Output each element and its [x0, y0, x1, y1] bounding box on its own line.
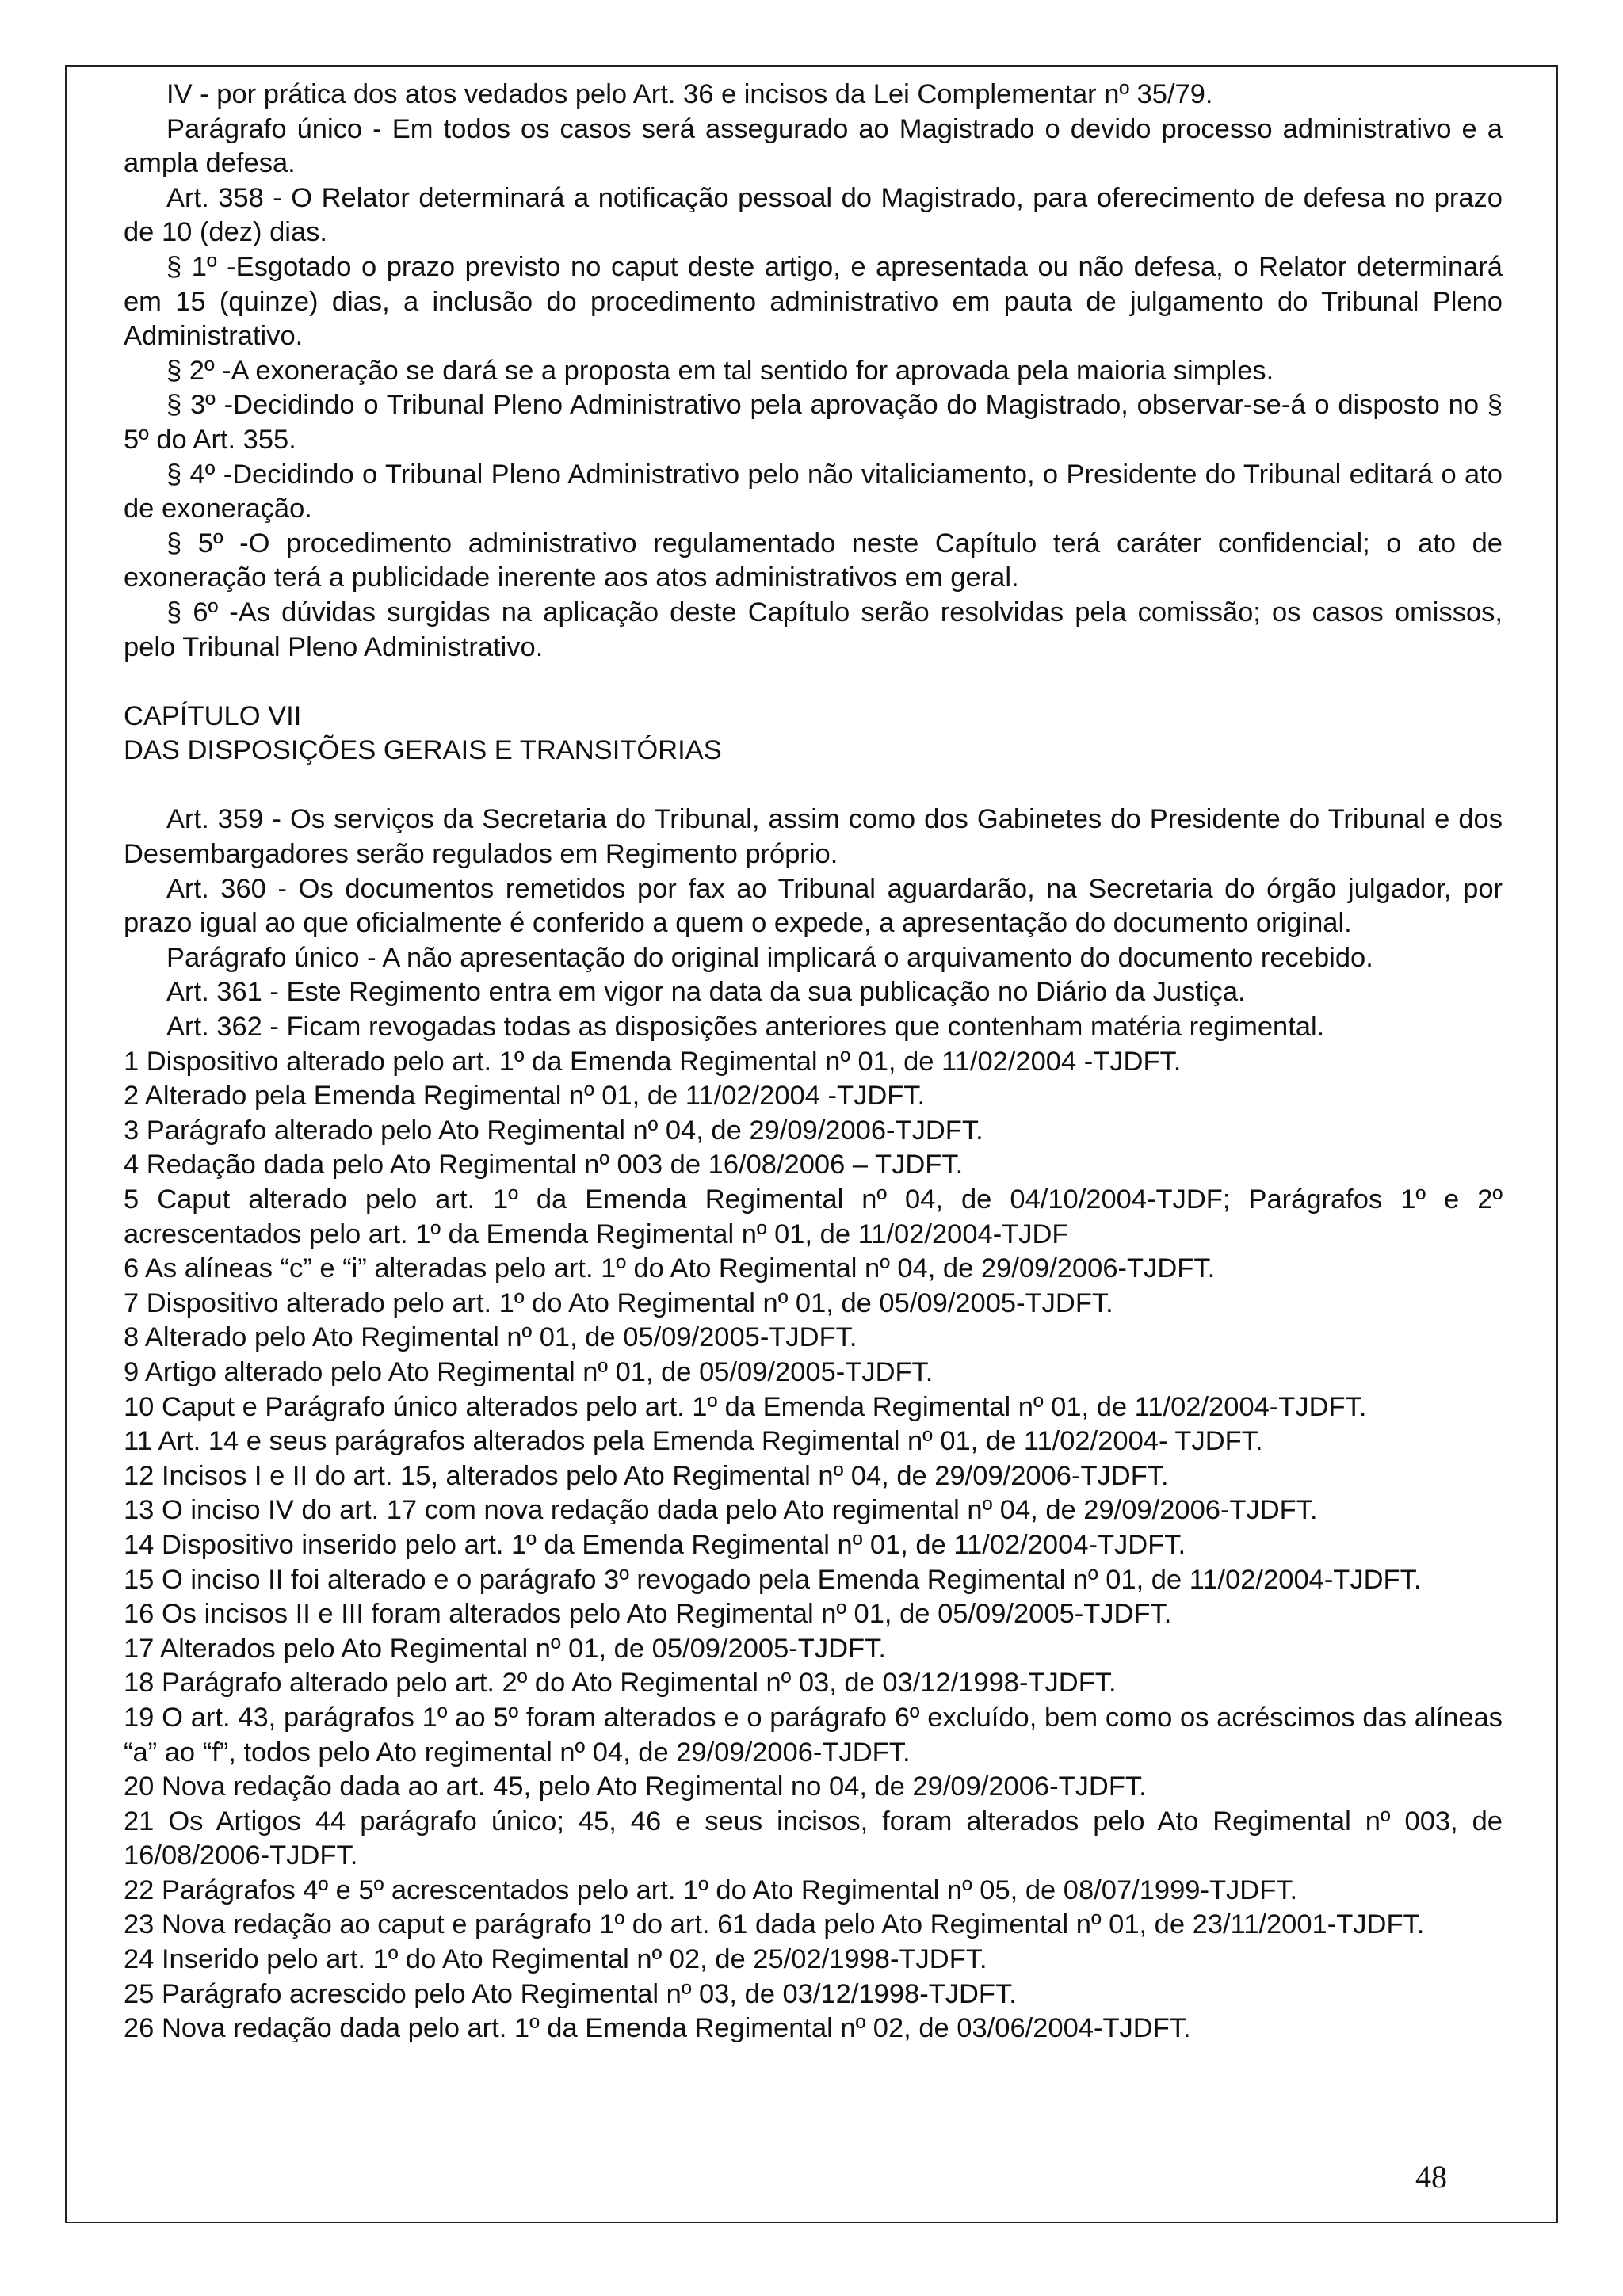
article: Art. 361 - Este Regimento entra em vigor na data da sua publicação no Diário da Justiça. — [166, 977, 1246, 1008]
article: Art. 360 - Os documentos remetidos por fax ao Tribunal aguardarão, na Secretaria do órgão julgador, por prazo igual ao que oficialmente é conferido a quem o expede, a apresentação do documento original. — [124, 873, 1503, 939]
article: Art. 362 - Ficam revogadas todas as disposições anteriores que contenham matéria regimental. — [166, 1012, 1325, 1043]
footnote: 21 Os Artigos 44 parágrafo único; 45, 46 e seus incisos, foram alterados pelo Ato Regimental nº 003, de 16/08/2006-TJDFT. — [124, 1806, 1503, 1871]
paragraph: § 2º -A exoneração se dará se a proposta em tal sentido for aprovada pela maioria simples. — [166, 355, 1274, 386]
footnote: 24 Inserido pelo art. 1º do Ato Regimental nº 02, de 25/02/1998-TJDFT. — [124, 1944, 987, 1975]
footnote: 1 Dispositivo alterado pelo art. 1º da Emenda Regimental nº 01, de 11/02/2004 -TJDFT. — [124, 1046, 1182, 1077]
footnote: 23 Nova redação ao caput e parágrafo 1º do art. 61 dada pelo Ato Regimental nº 01, de 23/11/2001-TJDFT. — [124, 1909, 1425, 1940]
footnote: 17 Alterados pelo Ato Regimental nº 01, de 05/09/2005-TJDFT. — [124, 1633, 886, 1664]
footnote: 14 Dispositivo inserido pelo art. 1º da Emenda Regimental nº 01, de 11/02/2004-TJDFT. — [124, 1529, 1186, 1560]
footnote: 15 O inciso II foi alterado e o parágrafo 3º revogado pela Emenda Regimental nº 01, de 11/02/2004-TJDFT. — [124, 1564, 1422, 1595]
footnote: 10 Caput e Parágrafo único alterados pelo art. 1º da Emenda Regimental nº 01, de 11/02/2004-TJDFT. — [124, 1391, 1367, 1422]
footnote: 22 Parágrafos 4º e 5º acrescentados pelo art. 1º do Ato Regimental nº 05, de 08/07/1999-TJDFT. — [124, 1875, 1298, 1905]
footnote: 2 Alterado pela Emenda Regimental nº 01, de 11/02/2004 -TJDFT. — [124, 1081, 926, 1112]
paragraph: § 5º -O procedimento administrativo regulamentado neste Capítulo terá caráter confidencial; o ato de exoneração terá a publicidade inerente aos atos administrativos em geral. — [124, 528, 1503, 593]
footnote: 16 Os incisos II e III foram alterados pelo Ato Regimental nº 01, de 05/09/2005-TJDFT. — [124, 1599, 1172, 1630]
footnote: 19 O art. 43, parágrafos 1º ao 5º foram alterados e o parágrafo 6º excluído, bem como os acréscimos das alíneas “a” ao “f”, todos pelo Ato regimental nº 04, de 29/09/2006-TJDFT. — [124, 1702, 1503, 1768]
document-body — [124, 78, 1503, 2046]
spacer — [124, 769, 1503, 803]
footnote: 7 Dispositivo alterado pelo art. 1º do Ato Regimental nº 01, de 05/09/2005-TJDFT. — [124, 1287, 1113, 1318]
article: Art. 359 - Os serviços da Secretaria do Tribunal, assim como dos Gabinetes do Presidente do Tribunal e dos Desembargadores serão regulados em Regimento próprio. — [124, 804, 1503, 870]
footnote: 26 Nova redação dada pelo art. 1º da Emenda Regimental nº 02, de 03/06/2004-TJDFT. — [124, 2013, 1191, 2044]
paragraph: IV - por prática dos atos vedados pelo Art. 36 e incisos da Lei Complementar nº 35/79. — [166, 79, 1213, 109]
footnote: 9 Artigo alterado pelo Ato Regimental nº 01, de 05/09/2005-TJDFT. — [124, 1356, 934, 1387]
footnote: 12 Incisos I e II do art. 15, alterados pelo Ato Regimental nº 04, de 29/09/2006-TJDFT. — [124, 1460, 1169, 1491]
page-number: 48 — [1415, 2159, 1447, 2195]
paragraph: § 4º -Decidindo o Tribunal Pleno Administrativo pelo não vitaliciamento, o Presidente do Tribunal editará o ato de exoneração. — [124, 459, 1503, 524]
paragraph: § 6º -As dúvidas surgidas na aplicação deste Capítulo serão resolvidas pela comissão; os casos omissos, pelo Tribunal Pleno Administrativo. — [124, 597, 1503, 662]
footnote: 5 Caput alterado pelo art. 1º da Emenda Regimental nº 04, de 04/10/2004-TJDF; Parágrafos 1º e 2º acrescentados pelo art. 1º da Emenda Regimental nº 01, de 11/02/2004-TJDF — [124, 1184, 1503, 1249]
footnote: 18 Parágrafo alterado pelo art. 2º do Ato Regimental nº 03, de 03/12/1998-TJDFT. — [124, 1668, 1117, 1699]
footnote: 6 As alíneas “c” e “i” alteradas pelo art. 1º do Ato Regimental nº 04, de 29/09/2006-TJDFT. — [124, 1253, 1216, 1284]
footnote: 3 Parágrafo alterado pelo Ato Regimental nº 04, de 29/09/2006-TJDFT. — [124, 1115, 983, 1146]
footnote: 25 Parágrafo acrescido pelo Ato Regimental nº 03, de 03/12/1998-TJDFT. — [124, 1978, 1017, 2009]
chapter-number: CAPÍTULO VII — [124, 700, 302, 731]
paragraph: § 3º -Decidindo o Tribunal Pleno Administrativo pela aprovação do Magistrado, observar-se-á o disposto no § 5º do Art. 355. — [124, 390, 1503, 455]
footnote: 13 O inciso IV do art. 17 com nova redação dada pelo Ato regimental nº 04, de 29/09/2006-TJDFT. — [124, 1495, 1318, 1526]
paragraph: § 1º -Esgotado o prazo previsto no caput deste artigo, e apresentada ou não defesa, o Relator determinará em 15 (quinze) dias, a inclusão do procedimento administrativo em pauta de julgamento do Tribunal Pleno Administrativo. — [124, 251, 1503, 352]
chapter-title: DAS DISPOSIÇÕES GERAIS E TRANSITÓRIAS — [124, 735, 722, 766]
paragraph: Art. 358 - O Relator determinará a notificação pessoal do Magistrado, para oferecimento de defesa no prazo de 10 (dez) dias. — [124, 182, 1503, 248]
footnote: 11 Art. 14 e seus parágrafos alterados pela Emenda Regimental nº 01, de 11/02/2004- TJDFT. — [124, 1426, 1263, 1457]
paragraph: Parágrafo único - Em todos os casos será assegurado ao Magistrado o devido processo administrativo e a ampla defesa. — [124, 113, 1503, 179]
spacer — [124, 665, 1503, 700]
footnote: 4 Redação dada pelo Ato Regimental nº 003 de 16/08/2006 – TJDFT. — [124, 1150, 964, 1180]
footnote: 8 Alterado pelo Ato Regimental nº 01, de 05/09/2005-TJDFT. — [124, 1322, 857, 1353]
footnote: 20 Nova redação dada ao art. 45, pelo Ato Regimental no 04, de 29/09/2006-TJDFT. — [124, 1772, 1147, 1802]
article: Parágrafo único - A não apresentação do original implicará o arquivamento do documento recebido. — [166, 942, 1373, 973]
